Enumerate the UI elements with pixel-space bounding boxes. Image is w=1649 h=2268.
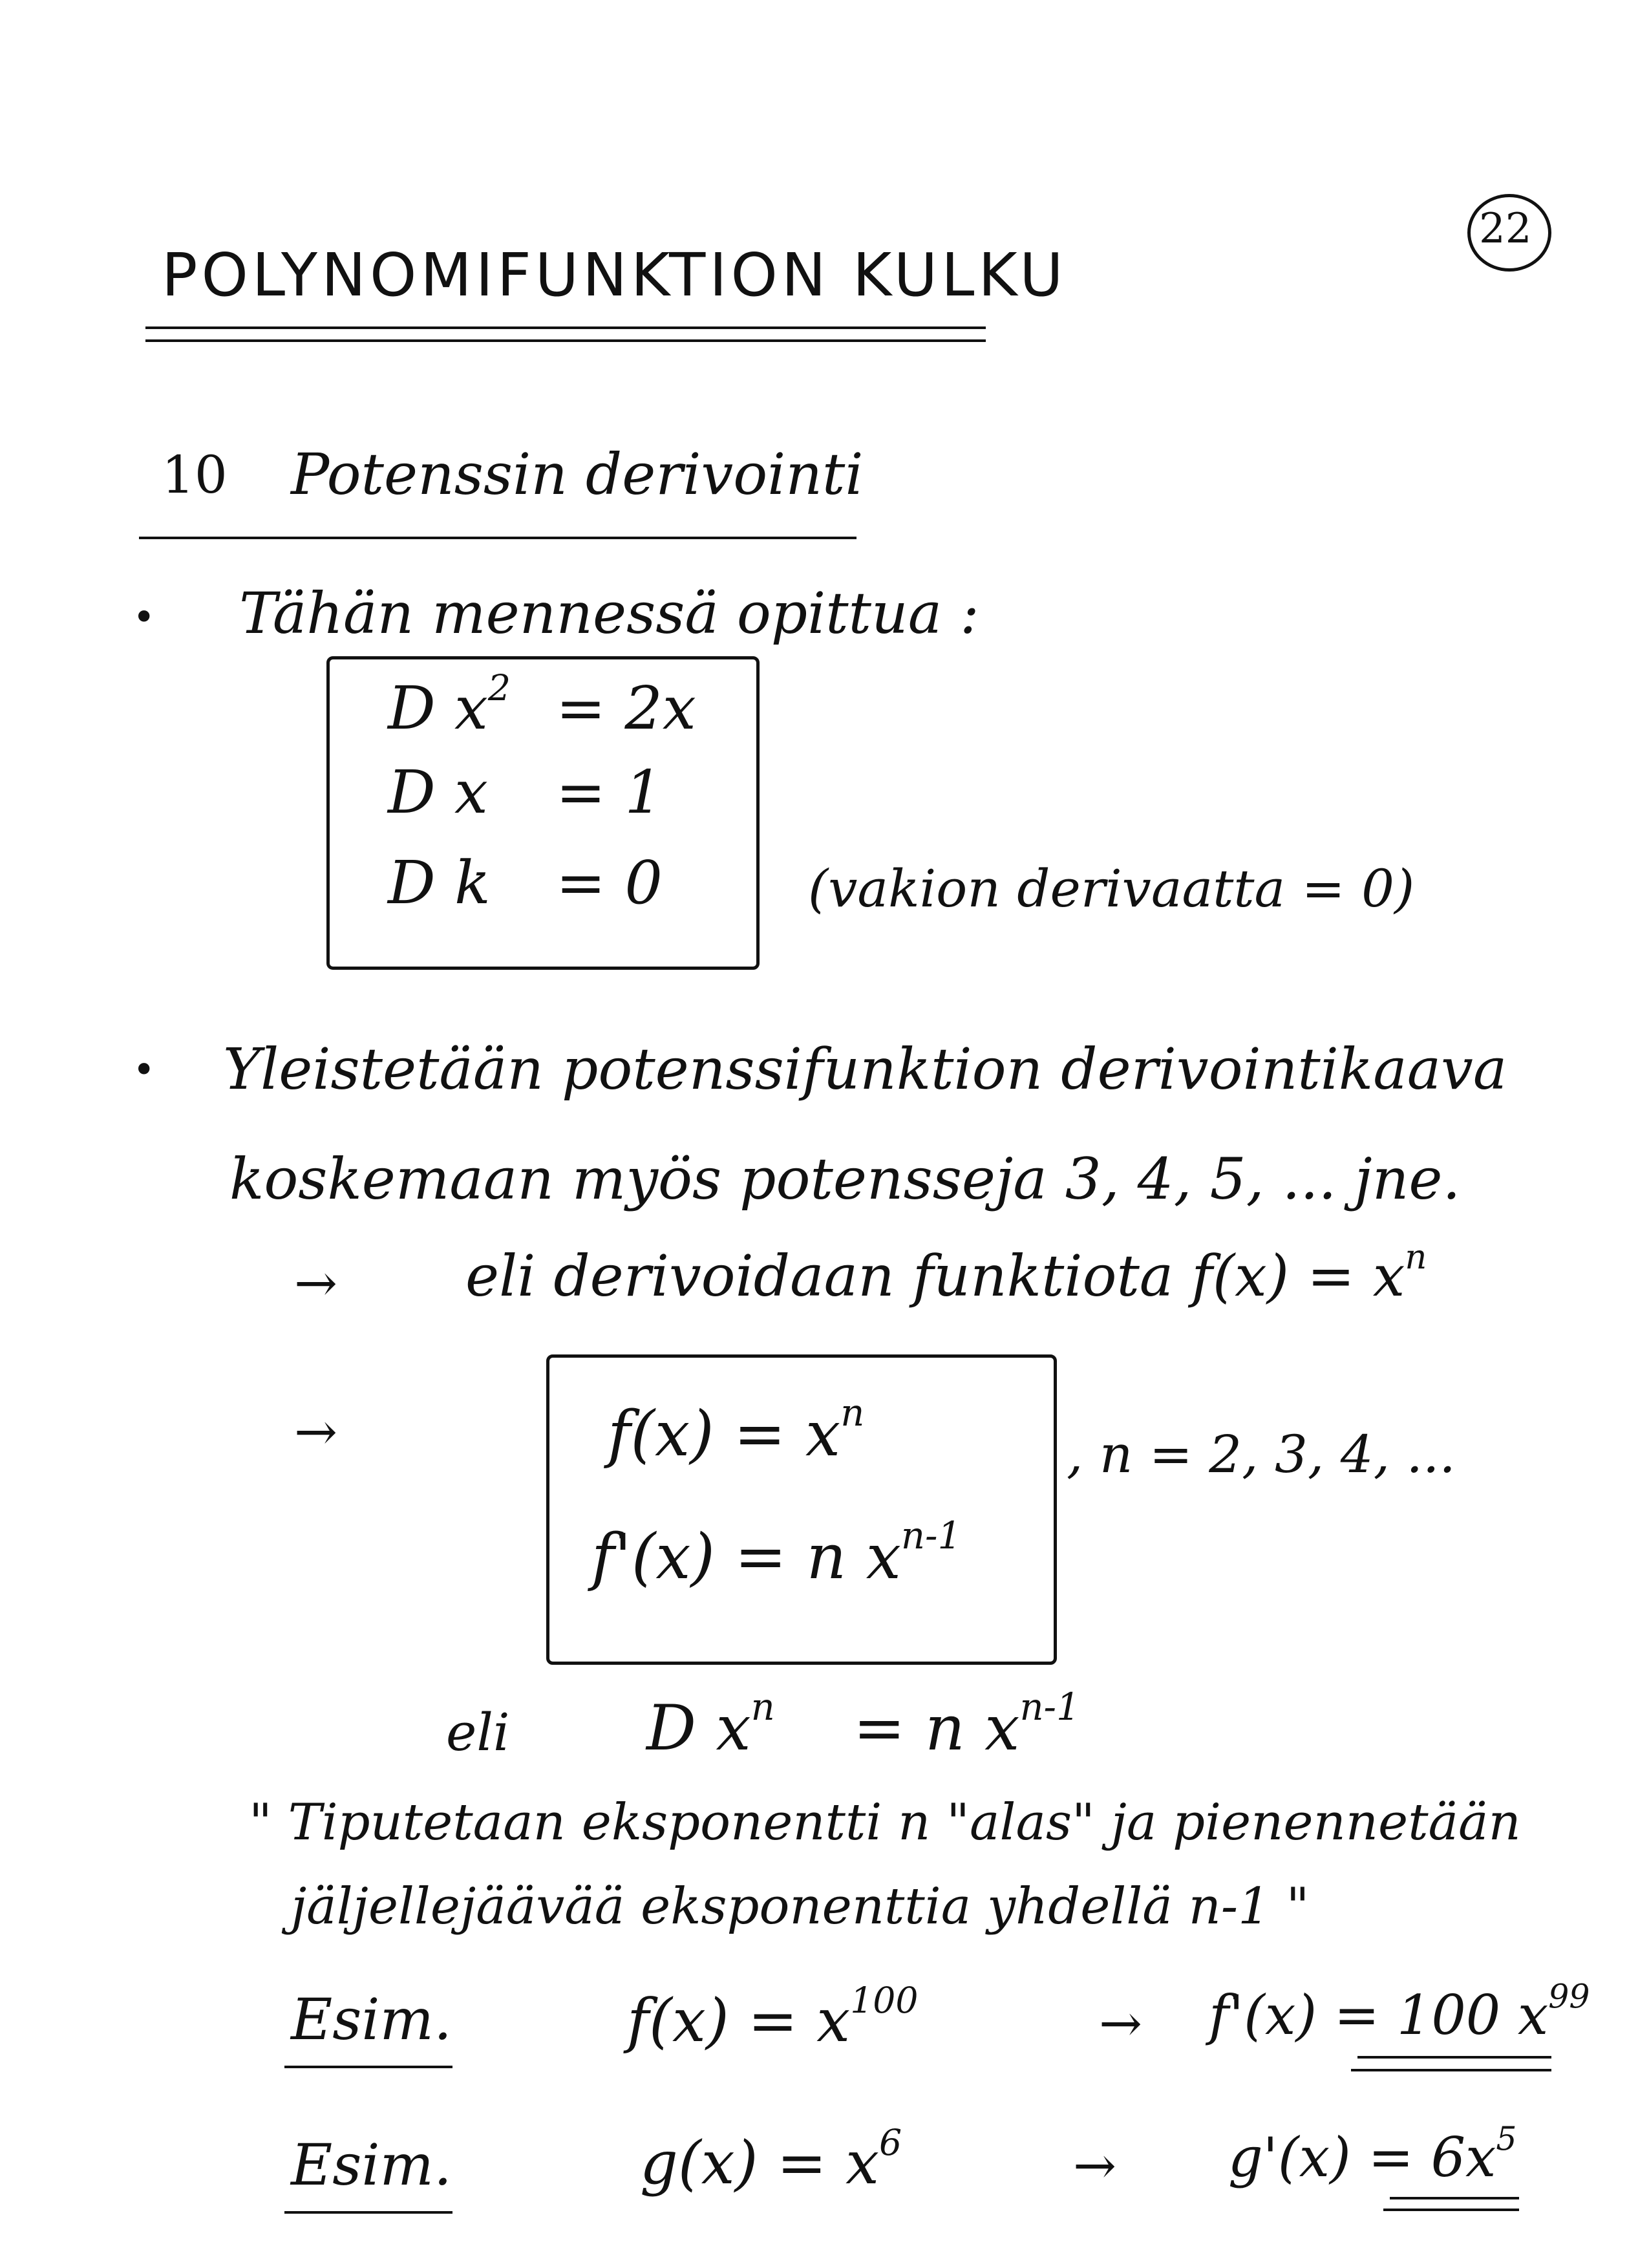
example-1-result-exp: 99: [1548, 1977, 1590, 2016]
arrow-line-exp: n: [1405, 1237, 1427, 1277]
example-2-result: [1228, 2119, 1517, 2189]
title-underline-1: [145, 326, 986, 329]
example-1-result-underline-1: [1357, 2056, 1551, 2059]
example-2-func-text: g(x) = x: [640, 2128, 880, 2198]
example-2-label: Esim.: [291, 2132, 452, 2198]
section-number: 10: [162, 445, 228, 505]
example-1-arrow: →: [1099, 1993, 1143, 2053]
example-2-func: [640, 2122, 902, 2198]
box-line-1-rhs: = 2x: [556, 674, 696, 743]
rule-line-1-exp: n: [840, 1391, 865, 1435]
eli-rhs-text: = n x: [853, 1692, 1020, 1764]
eli-lhs: D x: [646, 1692, 751, 1764]
eli-rhs-exp: n-1: [1019, 1685, 1080, 1729]
eli-lhs-exp: n: [750, 1685, 775, 1729]
example-1-label: Esim.: [291, 1986, 452, 2053]
section-heading: Potenssin derivointi: [291, 441, 864, 508]
example-2-result-text: g'(x) = 6x: [1228, 2126, 1496, 2189]
example-1-result: [1209, 1977, 1590, 2047]
box-line-3: [388, 848, 663, 917]
bullet2-line2: koskemaan myös potensseja 3, 4, 5, ... jne.: [229, 1146, 1461, 1212]
example-2-result-exp: 5: [1496, 2119, 1517, 2158]
example-2-result-underline-2: [1383, 2209, 1519, 2211]
bullet1-text: Tähän mennessä opittua :: [239, 580, 979, 647]
example-2-func-exp: 6: [879, 2122, 902, 2164]
box-line-1-lhs: D x: [388, 674, 488, 743]
rule-line-2-text: f'(x) = n x: [591, 1521, 901, 1593]
example-1-func-exp: 100: [850, 1980, 919, 2022]
box-line-3-lhs: D k: [388, 848, 491, 917]
eli-rhs: [853, 1685, 1080, 1764]
arrow-2: →: [294, 1402, 338, 1462]
box-line-1-exp: 2: [487, 667, 511, 709]
arrow-line: [465, 1237, 1427, 1309]
bullet2-line1: Yleistetään potenssifunktion derivointikaava: [223, 1036, 1507, 1102]
rule-line-2-exp: n-1: [900, 1514, 962, 1557]
example-2-result-underline-1: [1390, 2197, 1519, 2199]
arrow-1: →: [294, 1253, 338, 1313]
box-line-3-rhs: = 0: [556, 848, 663, 917]
bullet-dot: •: [133, 595, 156, 640]
example-1-func: [627, 1980, 919, 2055]
box-line-2-rhs: = 1: [556, 758, 663, 827]
constant-note: (vakion derivaatta = 0): [808, 859, 1415, 919]
eli-label: eli: [446, 1702, 510, 1762]
example-1-func-text: f(x) = x: [627, 1986, 851, 2055]
example-1-result-text: f'(x) = 100 x: [1209, 1984, 1549, 2047]
rule-line-1-text: f(x) = x: [608, 1398, 841, 1470]
box-line-2-lhs: D x: [388, 758, 488, 827]
rule-condition: , n = 2, 3, 4, ...: [1067, 1424, 1456, 1484]
example-2-arrow: →: [1073, 2135, 1117, 2196]
bullet-dot: •: [133, 1047, 156, 1093]
box-line-1: [388, 667, 696, 743]
section-underline: [139, 537, 856, 539]
page-title: POLYNOMIFUNKTION KULKU: [162, 241, 1067, 310]
box-line-2: [388, 758, 663, 827]
quote-line-1: " Tiputetaan eksponentti n "alas" ja pienennetään: [249, 1793, 1521, 1852]
quote-line-2: jäljellejäävää eksponenttia yhdellä n-1 ": [291, 1878, 1310, 1936]
rule-line-1: [608, 1391, 865, 1470]
page-number: 22: [1479, 205, 1532, 253]
eli-formula: [646, 1685, 1080, 1764]
title-underline-2: [145, 339, 986, 342]
arrow-line-text: eli derivoidaan funktiota f(x) = x: [465, 1243, 1405, 1309]
example-1-label-underline: [284, 2066, 452, 2068]
rule-line-2: [591, 1514, 962, 1593]
example-2-label-underline: [284, 2211, 452, 2214]
example-1-result-underline-2: [1351, 2069, 1551, 2071]
